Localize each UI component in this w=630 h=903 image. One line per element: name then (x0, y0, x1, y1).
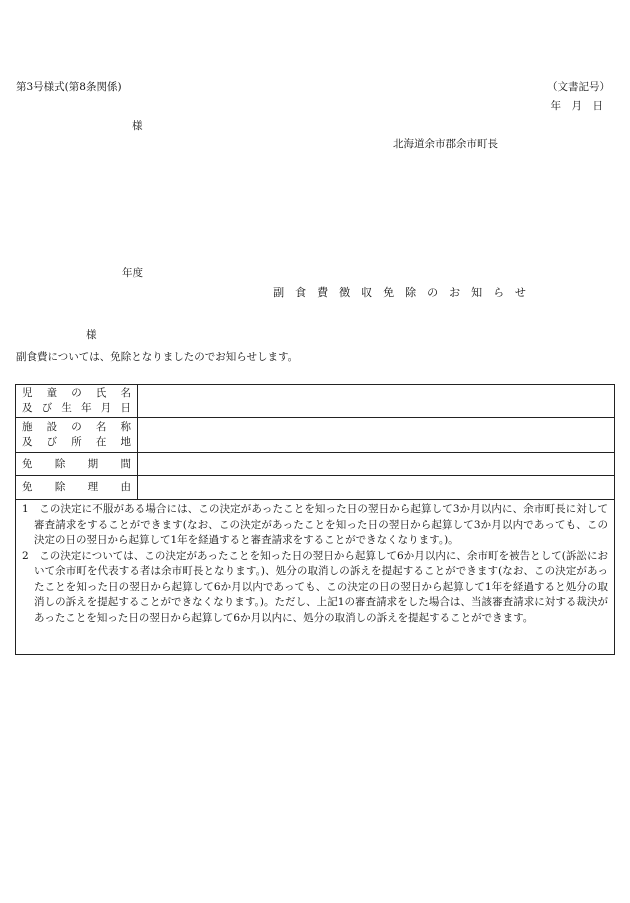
note-text: この決定に不服がある場合には、この決定があったことを知った日の翌日から起算して3か月以内に、余市町長に対して審査請求をすることができます(なお、この決定があったことを知った日の翌日から起算して3か月以内であっても、この決定の日の翌日から起算して1年を経過すると審査請求をすることができなくなります。)。 (34, 503, 608, 546)
label-line: 及 び 生 年 月 日 (22, 402, 131, 414)
label-line: 免 除 期 間 (22, 457, 131, 470)
label-line: 施 設 の 名 称 (22, 421, 131, 433)
row-label-reason (16, 476, 138, 500)
note-number: 1 (22, 503, 29, 515)
table-row (16, 476, 615, 500)
exemption-reason-value[interactable] (138, 476, 615, 500)
facility-value[interactable] (138, 418, 615, 453)
addressee-top: 様 (132, 120, 143, 132)
note-item (22, 549, 608, 627)
info-table (15, 384, 615, 500)
table-row (16, 385, 615, 418)
notes-box (15, 499, 615, 655)
issuer-name: 北海道余市郡余市町長 (393, 138, 498, 150)
date-line: 年 月 日 (550, 100, 603, 112)
body-text: 副食費については、免除となりましたのでお知らせします。 (16, 351, 299, 363)
label-line: 及 び 所 在 地 (22, 436, 131, 448)
document-title: 副食費徴収免除のお知らせ (273, 286, 537, 299)
label-line: 児 童 の 氏 名 (22, 387, 131, 399)
exemption-period-value[interactable] (138, 453, 615, 476)
document-number: （文書記号） (547, 81, 610, 93)
document-title-row (0, 286, 630, 301)
child-name-value[interactable] (138, 385, 615, 418)
row-label-child (16, 385, 138, 418)
note-item (22, 502, 608, 549)
note-text: この決定については、この決定があったことを知った日の翌日から起算して6か月以内に、余市町を被告として(訴訟において余市町を代表する者は余市町長となります。)、処分の取消しの訴えを提起することができます(なお、この決定があったことを知った日の翌日から起算して6か月以内であっても、この決定の日の翌日から起算して1年を経過すると処分の取消しの訴えを提起することができなくなります。)。ただし、上記1の審査請求をした場合は、当該審査請求に対する裁決があったことを知った日の翌日から起算して6か月以内に、処分の取消しの訴えを提起することができます。 (34, 549, 608, 624)
table-row (16, 418, 615, 453)
note-number: 2 (22, 549, 29, 562)
fiscal-year-label: 年度 (122, 267, 143, 279)
form-number: 第3号様式(第8条関係) (16, 81, 122, 93)
row-label-facility (16, 418, 138, 453)
row-label-period (16, 453, 138, 476)
label-line: 免 除 理 由 (22, 481, 131, 493)
addressee-bottom: 様 (86, 329, 97, 341)
table-row (16, 453, 615, 476)
